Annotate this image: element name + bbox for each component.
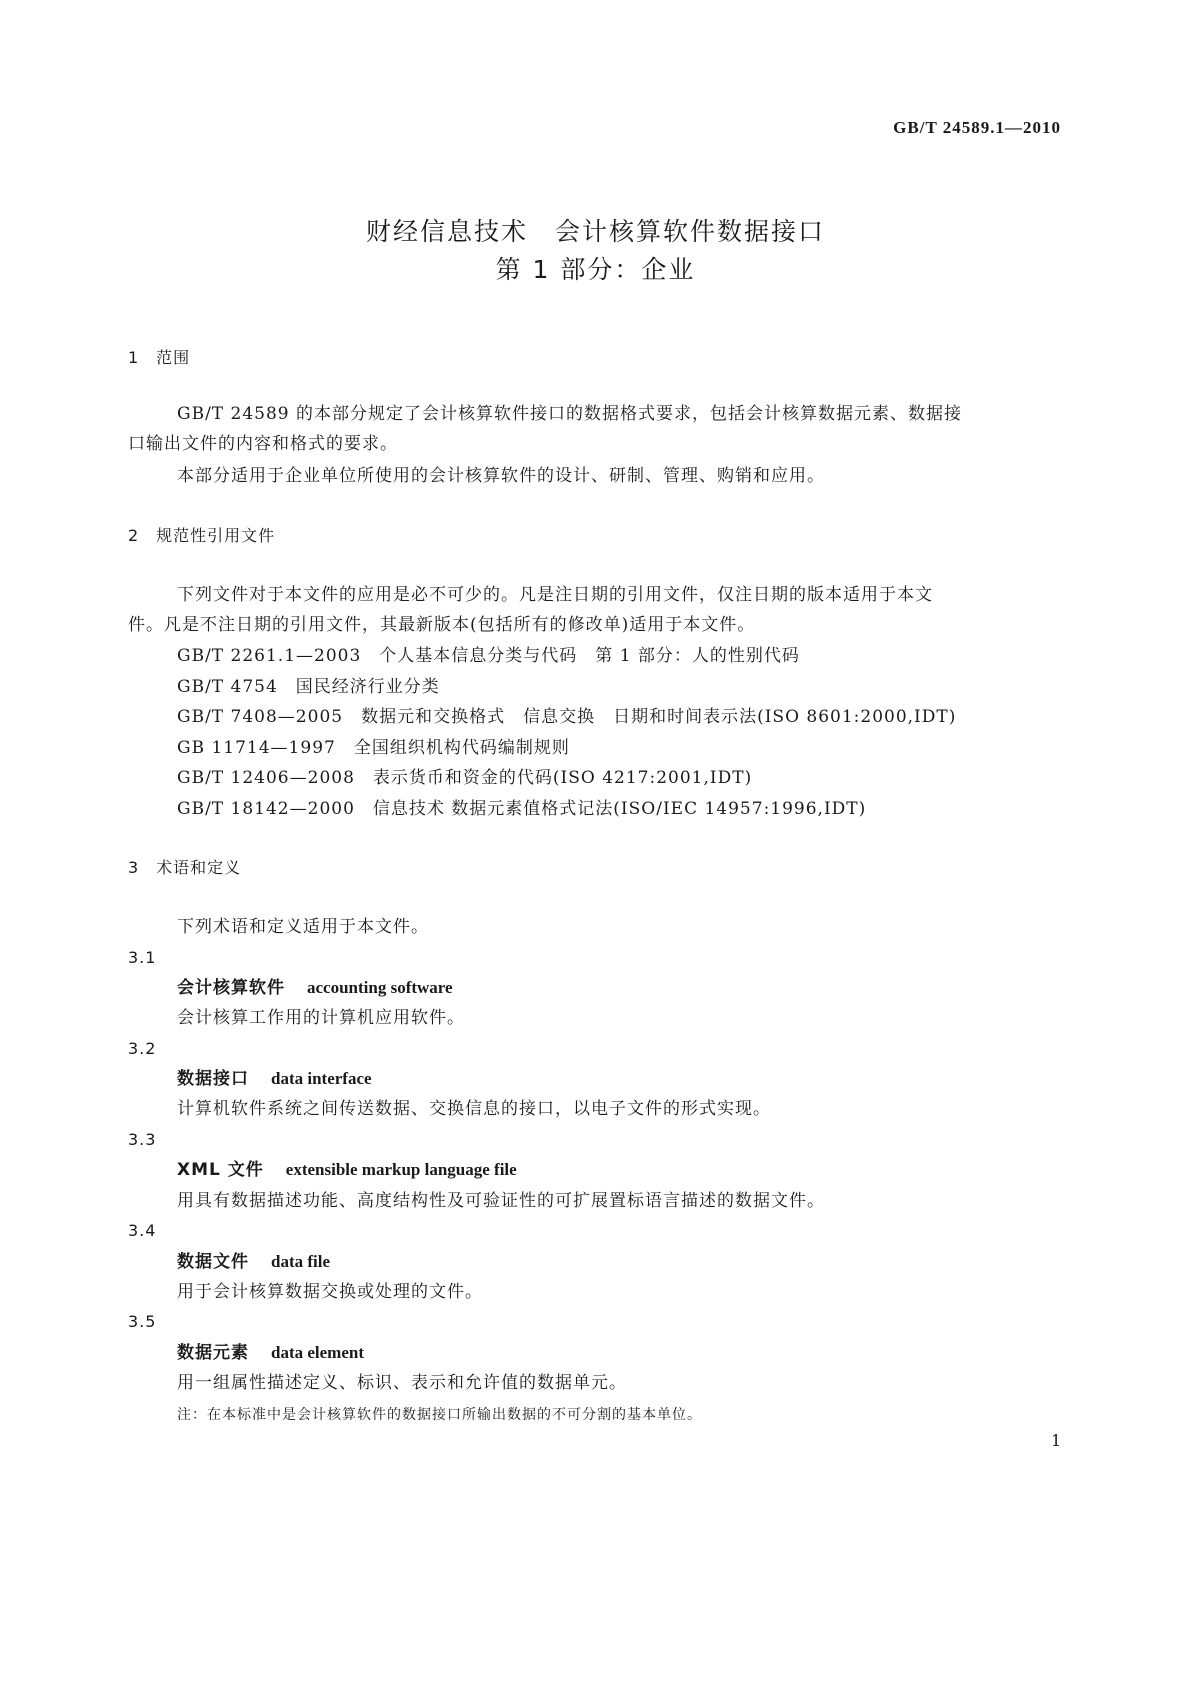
paragraph-line: 下列文件对于本文件的应用是必不可少的。凡是注日期的引用文件，仅注日期的版本适用于本文 (177, 585, 933, 605)
term-title (177, 1251, 330, 1273)
section-1-heading: 1 范围 (128, 348, 191, 367)
reference-item: GB/T 2261.1—2003 个人基本信息分类与代码 第 1 部分：人的性别代码 (177, 646, 800, 666)
document-subtitle: 第 1 部分：企业 (495, 255, 696, 284)
term-definition: 计算机软件系统之间传送数据、交换信息的接口，以电子文件的形式实现。 (177, 1099, 771, 1119)
term-title (177, 977, 453, 999)
term-definition: 用具有数据描述功能、高度结构性及可验证性的可扩展置标语言描述的数据文件。 (177, 1191, 825, 1211)
term-number: 3.2 (128, 1039, 157, 1058)
reference-item: GB/T 12406—2008 表示货币和资金的代码(ISO 4217:2001,IDT) (177, 768, 753, 788)
paragraph-line: GB/T 24589 的本部分规定了会计核算软件接口的数据格式要求，包括会计核算数据元素、数据接 (177, 404, 963, 424)
section-3-heading: 3 术语和定义 (128, 858, 242, 877)
term-definition: 会计核算工作用的计算机应用软件。 (177, 1008, 465, 1028)
term-definition: 用一组属性描述定义、标识、表示和允许值的数据单元。 (177, 1373, 627, 1393)
term-title (177, 1068, 372, 1090)
page-number: 1 (1051, 1431, 1063, 1450)
paragraph-line: 件。凡是不注日期的引用文件，其最新版本(包括所有的修改单)适用于本文件。 (128, 615, 756, 635)
reference-item: GB/T 7408—2005 数据元和交换格式 信息交换 日期和时间表示法(ISO 8601:2000,IDT) (177, 707, 957, 727)
term-en: extensible markup language file (285, 1160, 517, 1179)
term-zh: XML 文件 (177, 1160, 264, 1180)
term-number: 3.4 (128, 1221, 157, 1240)
term-zh: 数据元素 (177, 1343, 249, 1363)
reference-item: GB 11714—1997 全国组织机构代码编制规则 (177, 738, 570, 758)
term-zh: 数据文件 (177, 1252, 249, 1272)
term-number: 3.1 (128, 948, 157, 967)
paragraph-line: 本部分适用于企业单位所使用的会计核算软件的设计、研制、管理、购销和应用。 (177, 466, 825, 486)
document-title: 财经信息技术 会计核算软件数据接口 (365, 217, 825, 246)
term-title (177, 1159, 517, 1181)
paragraph-line: 下列术语和定义适用于本文件。 (177, 917, 429, 937)
term-title (177, 1342, 364, 1364)
term-zh: 数据接口 (177, 1069, 249, 1089)
term-en: data interface (271, 1069, 372, 1088)
term-en: accounting software (307, 978, 453, 997)
note: 注：在本标准中是会计核算软件的数据接口所输出数据的不可分割的基本单位。 (177, 1407, 702, 1423)
term-number: 3.5 (128, 1312, 157, 1331)
reference-item: GB/T 18142—2000 信息技术 数据元素值格式记法(ISO/IEC 14957:1996,IDT) (177, 799, 867, 819)
section-2-heading: 2 规范性引用文件 (128, 526, 276, 545)
term-en: data file (271, 1252, 331, 1271)
paragraph-line: 口输出文件的内容和格式的要求。 (128, 434, 398, 454)
term-definition: 用于会计核算数据交换或处理的文件。 (177, 1282, 483, 1302)
term-number: 3.3 (128, 1130, 157, 1149)
standard-number: GB/T 24589.1—2010 (893, 118, 1061, 137)
term-en: data element (271, 1343, 365, 1362)
term-zh: 会计核算软件 (177, 978, 285, 998)
reference-item: GB/T 4754 国民经济行业分类 (177, 677, 440, 697)
